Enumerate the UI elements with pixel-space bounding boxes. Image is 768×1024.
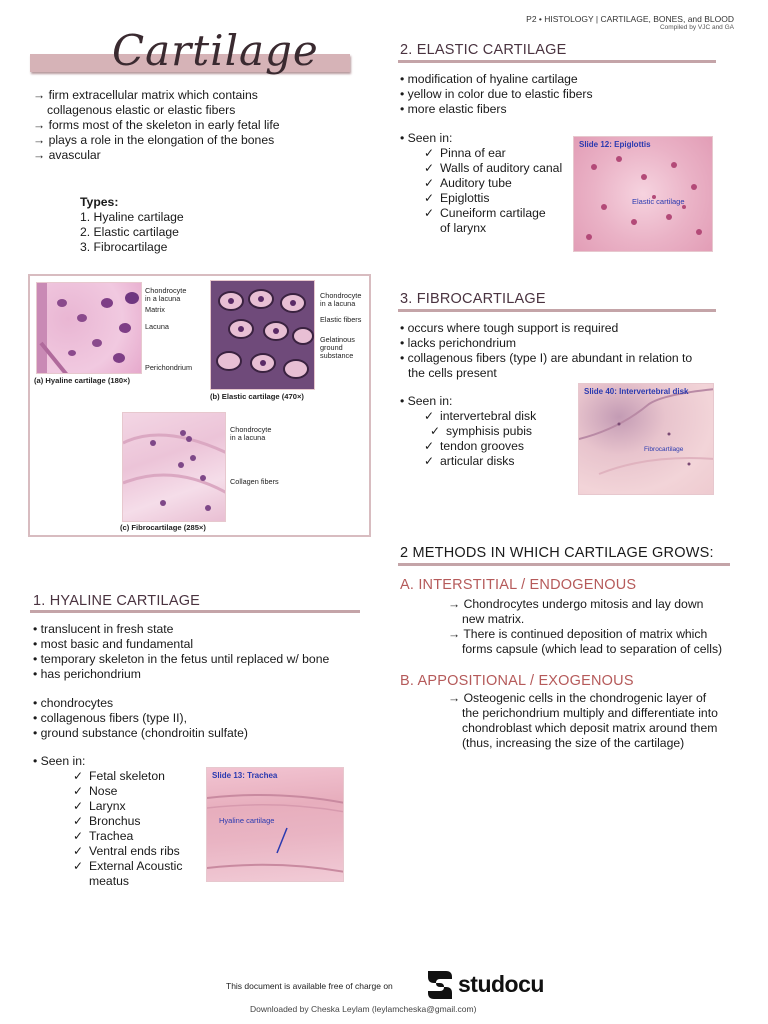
label-line: substance bbox=[320, 351, 354, 360]
fibro-bullet: • collagenous fibers (type I) are abundant in relation to bbox=[400, 351, 693, 365]
label-chondrocyte-a bbox=[145, 287, 186, 303]
seen-in-text: of larynx bbox=[440, 221, 487, 235]
seen-in-text: intervertebral disk bbox=[440, 409, 537, 423]
label-elastic-fibers: Elastic fibers bbox=[320, 315, 362, 324]
seen-in-text: Nose bbox=[89, 784, 118, 798]
check-icon: ✓ bbox=[73, 829, 84, 843]
label-collagen: Collagen fibers bbox=[230, 477, 279, 486]
seen-in-text: Fetal skeleton bbox=[89, 769, 165, 783]
elastic-micrograph bbox=[210, 280, 315, 390]
studocu-brand[interactable]: studocu bbox=[458, 971, 544, 997]
hyaline-bullet: • translucent in fresh state bbox=[33, 622, 174, 636]
label-perichondrium: Perichondrium bbox=[145, 363, 193, 372]
seen-in-text: Bronchus bbox=[89, 814, 141, 828]
interstitial-line: → Chondrocytes undergo mitosis and lay down bbox=[448, 597, 704, 611]
seen-in-label: • Seen in: bbox=[400, 394, 453, 408]
hyaline-micrograph bbox=[36, 282, 142, 374]
hyaline-bullets bbox=[33, 622, 329, 682]
fibro-title: 3. FIBROCARTILAGE bbox=[400, 291, 546, 307]
seen-in-item bbox=[33, 859, 182, 874]
caption-a: (a) Hyaline cartilage (180×) bbox=[34, 376, 131, 385]
elastic-bullet: • more elastic fibers bbox=[400, 102, 507, 116]
seen-in-item bbox=[33, 799, 182, 814]
footer-available: This document is available free of charge on bbox=[226, 981, 393, 991]
seen-in-item bbox=[400, 161, 562, 176]
check-icon: ✓ bbox=[73, 859, 84, 873]
seen-in-text: Cuneiform cartilage bbox=[440, 206, 546, 220]
epiglottis-slide bbox=[573, 136, 713, 252]
hyaline-component: • collagenous fibers (type II), bbox=[33, 711, 187, 725]
studocu-logo-icon[interactable] bbox=[424, 969, 454, 1001]
elastic-title: 2. ELASTIC CARTILAGE bbox=[400, 42, 567, 58]
appositional-line: the perichondrium multiply and differentiate into bbox=[462, 706, 718, 720]
hyaline-components bbox=[33, 696, 248, 741]
type-item: 3. Fibrocartilage bbox=[80, 240, 168, 254]
check-icon: ✓ bbox=[424, 191, 435, 205]
intro-line: → avascular bbox=[33, 148, 101, 162]
seen-in-item bbox=[400, 439, 536, 454]
seen-in-label: • Seen in: bbox=[33, 754, 86, 768]
seen-in-label: • Seen in: bbox=[400, 131, 453, 145]
label-line: Chondrocyte bbox=[230, 425, 272, 434]
seen-in-item bbox=[33, 784, 182, 799]
epiglottis-texture bbox=[574, 137, 713, 252]
trachea-inner-label: Hyaline cartilage bbox=[219, 816, 275, 825]
hyaline-cells bbox=[37, 283, 142, 374]
intervertebral-texture bbox=[579, 384, 714, 495]
seen-in-text: meatus bbox=[89, 874, 129, 888]
appositional-title: B. APPOSITIONAL / EXOGENOUS bbox=[400, 673, 634, 689]
seen-in-text: articular disks bbox=[440, 454, 515, 468]
elastic-bullet: • modification of hyaline cartilage bbox=[400, 72, 578, 86]
check-icon: ✓ bbox=[424, 206, 435, 220]
trachea-slide-label: Slide 13: Trachea bbox=[212, 771, 278, 780]
hyaline-seen-in bbox=[33, 754, 182, 889]
interstitial-lines bbox=[448, 597, 722, 657]
growth-underline bbox=[398, 563, 730, 566]
seen-in-text: Trachea bbox=[89, 829, 134, 843]
interstitial-line: forms capsule (which lead to separation of cells) bbox=[462, 642, 723, 656]
seen-in-item bbox=[400, 146, 562, 161]
hyaline-component: • ground substance (chondroitin sulfate) bbox=[33, 726, 248, 740]
elastic-bullet: • yellow in color due to elastic fibers bbox=[400, 87, 593, 101]
label-chondrocyte-c bbox=[230, 426, 271, 442]
label-lacuna: Lacuna bbox=[145, 322, 169, 331]
check-icon: ✓ bbox=[424, 176, 435, 190]
check-icon: ✓ bbox=[424, 454, 435, 468]
label-line: in a lacuna bbox=[320, 299, 356, 308]
seen-in-item bbox=[400, 206, 562, 221]
label-line: Chondrocyte bbox=[320, 291, 362, 300]
seen-in-item bbox=[33, 844, 182, 859]
epiglottis-slide-label: Slide 12: Epiglottis bbox=[579, 140, 651, 149]
elastic-cells bbox=[211, 281, 315, 390]
seen-in-item bbox=[400, 191, 562, 206]
check-icon: ✓ bbox=[424, 439, 435, 453]
fibro-micrograph bbox=[122, 412, 226, 522]
hyaline-component: • chondrocytes bbox=[33, 696, 114, 710]
seen-in-item bbox=[33, 829, 182, 844]
cartilage-figure bbox=[28, 274, 371, 537]
hyaline-bullet: • has perichondrium bbox=[33, 667, 141, 681]
hyaline-underline bbox=[30, 610, 360, 613]
seen-in-text: tendon grooves bbox=[440, 439, 525, 453]
label-gelatinous bbox=[320, 336, 355, 360]
label-line: in a lacuna bbox=[145, 294, 181, 303]
check-icon: ✓ bbox=[73, 814, 84, 828]
page-header bbox=[470, 14, 734, 31]
label-chondrocyte-b bbox=[320, 292, 361, 308]
label-line: in a lacuna bbox=[230, 433, 266, 442]
trachea-texture bbox=[207, 768, 344, 882]
page-title: Cartilage bbox=[112, 26, 319, 75]
hyaline-bullet: • most basic and fundamental bbox=[33, 637, 194, 651]
hyaline-title: 1. HYALINE CARTILAGE bbox=[33, 593, 201, 609]
epiglottis-inner-label: Elastic cartilage bbox=[632, 197, 685, 206]
label-matrix: Matrix bbox=[145, 305, 165, 314]
interstitial-title: A. INTERSTITIAL / ENDOGENOUS bbox=[400, 577, 637, 593]
intervertebral-inner-label: Fibrocartilage bbox=[644, 446, 684, 453]
seen-in-text: symphisis pubis bbox=[446, 424, 533, 438]
intervertebral-slide-label: Slide 40: Intervertebral disk bbox=[584, 387, 689, 396]
check-icon: ✓ bbox=[73, 769, 84, 783]
elastic-underline bbox=[398, 60, 716, 63]
growth-title: 2 METHODS IN WHICH CARTILAGE GROWS: bbox=[400, 545, 714, 561]
fibro-bullets bbox=[400, 321, 692, 381]
fibro-bullet: • lacks perichondrium bbox=[400, 336, 517, 350]
trachea-slide bbox=[206, 767, 344, 882]
check-icon: ✓ bbox=[430, 424, 441, 438]
header-title: P2 • HISTOLOGY | CARTILAGE, BONES, and BLOOD bbox=[526, 14, 734, 24]
elastic-seen-in bbox=[400, 131, 562, 236]
appositional-lines bbox=[448, 691, 718, 751]
label-line: ground bbox=[320, 343, 343, 352]
seen-in-text: Walls of auditory canal bbox=[440, 161, 563, 175]
fibro-bullet: the cells present bbox=[408, 366, 497, 380]
check-icon: ✓ bbox=[424, 146, 435, 160]
check-icon: ✓ bbox=[424, 409, 435, 423]
appositional-line: (thus, increasing the size of the cartilage) bbox=[462, 736, 685, 750]
seen-in-item bbox=[400, 176, 562, 191]
check-icon: ✓ bbox=[73, 799, 84, 813]
check-icon: ✓ bbox=[73, 784, 84, 798]
fibro-bullet: • occurs where tough support is required bbox=[400, 321, 619, 335]
caption-c: (c) Fibrocartilage (285×) bbox=[120, 523, 206, 532]
intro-list bbox=[33, 88, 280, 163]
caption-b: (b) Elastic cartilage (470×) bbox=[210, 392, 304, 401]
intro-line: → forms most of the skeleton in early fetal life bbox=[33, 118, 280, 132]
interstitial-line: new matrix. bbox=[462, 612, 525, 626]
fibro-seen-in bbox=[400, 394, 536, 469]
type-item: 1. Hyaline cartilage bbox=[80, 210, 184, 224]
types-list bbox=[80, 195, 184, 255]
fibro-cells bbox=[123, 413, 226, 522]
seen-in-item bbox=[400, 454, 536, 469]
label-line: Chondrocyte bbox=[145, 286, 187, 295]
header-compiled: Compiled by VJC and GA bbox=[659, 24, 734, 31]
intervertebral-slide bbox=[578, 383, 714, 495]
intro-line: collagenous elastic or elastic fibers bbox=[47, 103, 236, 117]
hyaline-bullet: • temporary skeleton in the fetus until replaced w/ bone bbox=[33, 652, 330, 666]
seen-in-item bbox=[400, 409, 536, 424]
check-icon: ✓ bbox=[424, 161, 435, 175]
seen-in-text: External Acoustic bbox=[89, 859, 183, 873]
seen-in-text: Larynx bbox=[89, 799, 126, 813]
seen-in-text: Pinna of ear bbox=[440, 146, 506, 160]
seen-in-item bbox=[400, 424, 536, 439]
seen-in-item bbox=[33, 769, 182, 784]
seen-in-text: Ventral ends ribs bbox=[89, 844, 180, 858]
footer-downloaded: Downloaded by Cheska Leylam (leylamcheska@gmail.com) bbox=[250, 1004, 477, 1014]
label-line: Gelatinous bbox=[320, 335, 355, 344]
seen-in-text: Epiglottis bbox=[440, 191, 490, 205]
types-heading: Types: bbox=[80, 195, 119, 209]
studocu-logo-svg bbox=[424, 969, 454, 1001]
interstitial-line: → There is continued deposition of matrix which bbox=[448, 627, 708, 641]
intro-line: → firm extracellular matrix which contains bbox=[33, 88, 258, 102]
type-item: 2. Elastic cartilage bbox=[80, 225, 179, 239]
elastic-bullets bbox=[400, 72, 593, 117]
check-icon: ✓ bbox=[73, 844, 84, 858]
intro-line: → plays a role in the elongation of the bones bbox=[33, 133, 275, 147]
seen-in-item bbox=[33, 814, 182, 829]
appositional-line: chondroblast which deposit matrix around them bbox=[462, 721, 718, 735]
appositional-line: → Osteogenic cells in the chondrogenic layer of bbox=[448, 691, 707, 705]
fibro-underline bbox=[398, 309, 716, 312]
seen-in-text: Auditory tube bbox=[440, 176, 512, 190]
